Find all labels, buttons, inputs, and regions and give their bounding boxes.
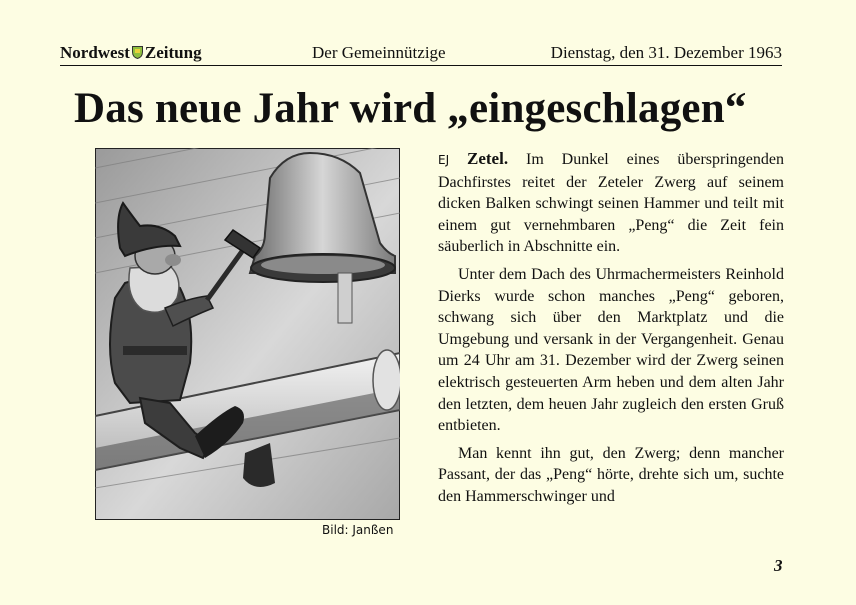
article-body: [438, 148, 784, 508]
newspaper-header: [60, 43, 782, 66]
crest-icon: [132, 44, 143, 57]
article-paragraph-2: Unter dem Dach des Uhrmachermeisters Reinhold Dierks wurde schon manches „Peng“ geboren, schwang sich über den Marktplatz und die Umgebung und versank in der Vergangenheit. Genau um 24 Uhr am 31. Dezember wird der Zwerg seinen elektrisch gesteuerten Arm heben und dem alten Jahr den letzten, dem heuen Jahr zugleich den ersten Gruß entbieten.: [438, 265, 784, 435]
article-paragraph-1: [438, 148, 784, 258]
agency-tag: EJ: [438, 153, 450, 167]
photo-credit: Bild: Janßen: [322, 523, 394, 537]
article-text-1: Im Dunkel eines überspringenden Dachfirstes reitet der Zeteler Zwerg auf seinem dicken Balken schwingt seinen Hammer und teilt mit einem gut vernehmbaren „Peng“ die Zeit fein säuberlich in Abschnitte ein.: [438, 151, 785, 256]
newspaper-name-part2: Zeitung: [144, 43, 202, 62]
newspaper-name: [60, 43, 202, 63]
dateline-place: Zetel.: [467, 149, 509, 168]
dwarf-striking-bell-photo: [95, 148, 400, 520]
headline: Das neue Jahr wird „eingeschlagen“: [74, 85, 747, 132]
article-paragraph-3: Man kennt ihn gut, den Zwerg; denn mancher Passant, der das „Peng“ hörte, drehte sich um, suchte den Hammerschwinger und: [438, 444, 784, 505]
issue-date: Dienstag, den 31. Dezember 1963: [550, 43, 782, 62]
newspaper-name-part1: Nordwest: [60, 43, 130, 62]
page-number: 3: [774, 556, 783, 575]
section-name: Der Gemeinnützige: [312, 43, 446, 62]
